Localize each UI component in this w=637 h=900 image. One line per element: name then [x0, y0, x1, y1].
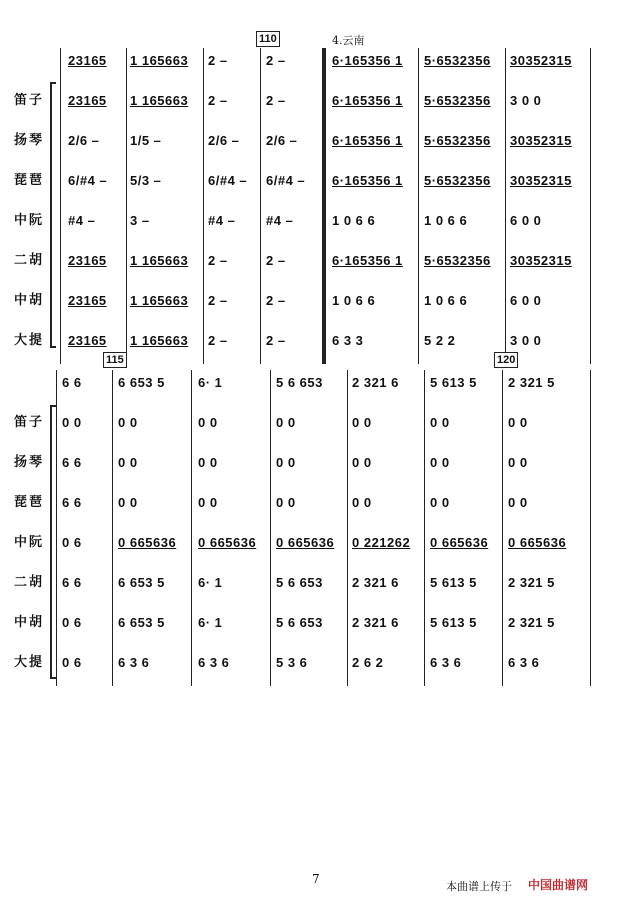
measure-cell: 0 0	[430, 415, 450, 430]
measure-cell: 2 –	[208, 93, 228, 108]
measure-cell: 6 6	[62, 375, 82, 390]
measure-cell: 30352315	[510, 173, 572, 188]
measure-cell: 2 321 6	[352, 375, 399, 390]
measure-cell: 2 –	[266, 293, 286, 308]
measure-cell: 2 –	[266, 333, 286, 348]
measure-cell: 6 653 5	[118, 375, 165, 390]
measure-cell: 0 0	[508, 455, 528, 470]
measure-cell: 0 0	[276, 495, 296, 510]
measure-cell: 1 165663	[130, 333, 189, 348]
measure-cell: 0 0	[118, 455, 138, 470]
part-row	[0, 412, 637, 434]
measure-cell: 5/3 –	[130, 173, 162, 188]
measure-cell: 2 –	[266, 53, 286, 68]
measure-cell: 6 653 5	[118, 575, 165, 590]
measure-cell: 6·165356 1	[332, 53, 403, 68]
measure-cell: 6·165356 1	[332, 253, 403, 268]
measure-cell: 1 165663	[130, 93, 189, 108]
measure-cell: 5 2 2	[424, 333, 456, 348]
measure-cell: 2/6 –	[68, 133, 100, 148]
measure-cell: 2 321 6	[352, 575, 399, 590]
measure-cell: 6 3 6	[198, 655, 230, 670]
measure-cell: 5·6532356	[424, 133, 491, 148]
measure-cell: 5 6 653	[276, 575, 323, 590]
measure-cell: 3 0 0	[510, 93, 542, 108]
measure-cell: 6· 1	[198, 615, 223, 630]
part-row	[0, 492, 637, 514]
measure-cell: 1 165663	[130, 293, 189, 308]
measure-cell: 0 0	[430, 495, 450, 510]
measure-cell: 6· 1	[198, 575, 223, 590]
measure-cell: 2 –	[208, 253, 228, 268]
measure-cell: 1 0 6 6	[332, 213, 376, 228]
measure-cell: 30352315	[510, 253, 572, 268]
instrument-label: 二胡	[14, 575, 45, 590]
measure-cell: 0 6	[62, 535, 82, 550]
barline	[347, 370, 348, 686]
measure-cell: 5·6532356	[424, 253, 491, 268]
measure-cell: 5 3 6	[276, 655, 308, 670]
measure-cell: 3 0 0	[510, 333, 542, 348]
measure-cell: 6·165356 1	[332, 93, 403, 108]
instrument-label: 笛子	[14, 415, 45, 430]
measure-cell: 5 613 5	[430, 575, 477, 590]
part-row	[0, 612, 637, 634]
measure-cell: 0 665636	[276, 535, 335, 550]
measure-cell: 5·6532356	[424, 173, 491, 188]
measure-cell: 23165	[68, 293, 107, 308]
measure-cell: 6·165356 1	[332, 133, 403, 148]
measure-cell: 6/#4 –	[68, 173, 108, 188]
measure-cell: 0 665636	[508, 535, 567, 550]
measure-cell: 6 6	[62, 495, 82, 510]
instrument-label: 扬琴	[14, 455, 45, 470]
measure-cell: 5·6532356	[424, 53, 491, 68]
instrument-label: 中胡	[14, 615, 45, 630]
barline	[502, 370, 503, 686]
top-melody-row	[0, 372, 637, 394]
measure-cell: 0 6	[62, 655, 82, 670]
measure-cell: 5 6 653	[276, 375, 323, 390]
measure-cell: 2 –	[208, 53, 228, 68]
measure-cell: 6/#4 –	[266, 173, 306, 188]
barline	[112, 370, 113, 686]
measure-cell: 23165	[68, 333, 107, 348]
measure-cell: 1 165663	[130, 53, 189, 68]
measure-cell: 1 0 6 6	[424, 213, 468, 228]
measure-cell: 0 0	[352, 455, 372, 470]
measure-cell: 2 –	[266, 253, 286, 268]
measure-cell: 0 0	[430, 455, 450, 470]
measure-cell: 23165	[68, 53, 107, 68]
instrument-label: 琵琶	[14, 173, 45, 188]
instrument-label: 中阮	[14, 535, 45, 550]
measure-cell: 6 3 6	[118, 655, 150, 670]
part-row	[0, 532, 637, 554]
measure-cell: 0 0	[118, 495, 138, 510]
measure-cell: 23165	[68, 253, 107, 268]
measure-cell: 0 665636	[118, 535, 177, 550]
part-row	[0, 452, 637, 474]
measure-cell: 2/6 –	[208, 133, 240, 148]
measure-cell: 6 653 5	[118, 615, 165, 630]
measure-cell: 1/5 –	[130, 133, 162, 148]
measure-cell: 6· 1	[198, 375, 223, 390]
barline	[590, 370, 591, 686]
barline	[56, 370, 57, 686]
measure-cell: #4 –	[266, 213, 294, 228]
instrument-label: 扬琴	[14, 133, 45, 148]
page-number: 7	[312, 872, 320, 886]
measure-cell: 6·165356 1	[332, 173, 403, 188]
measure-number-120: 120	[494, 352, 518, 368]
measure-cell: 5 6 653	[276, 615, 323, 630]
measure-cell: 0 0	[352, 495, 372, 510]
measure-cell: 6 3 3	[332, 333, 364, 348]
measure-number-115: 115	[103, 352, 127, 368]
measure-cell: 5 613 5	[430, 375, 477, 390]
barline	[270, 370, 271, 686]
measure-cell: 0 0	[198, 495, 218, 510]
measure-cell: 2/6 –	[266, 133, 298, 148]
part-row	[0, 652, 637, 674]
measure-cell: #4 –	[208, 213, 236, 228]
measure-cell: 2 –	[208, 333, 228, 348]
instrument-label: 中阮	[14, 213, 45, 228]
measure-cell: 2 6 2	[352, 655, 384, 670]
measure-cell: 6/#4 –	[208, 173, 248, 188]
instrument-label: 二胡	[14, 253, 45, 268]
measure-cell: 30352315	[510, 133, 572, 148]
measure-cell: 2 –	[266, 93, 286, 108]
measure-cell: 0 221262	[352, 535, 411, 550]
measure-cell: 1 0 6 6	[332, 293, 376, 308]
measure-cell: 1 0 6 6	[424, 293, 468, 308]
measure-cell: 23165	[68, 93, 107, 108]
measure-cell: 3 –	[130, 213, 150, 228]
part-row	[0, 572, 637, 594]
section-label: 4.云南	[332, 34, 365, 47]
barline	[191, 370, 192, 686]
measure-cell: 30352315	[510, 53, 572, 68]
measure-cell: 0 0	[508, 415, 528, 430]
measure-cell: 2 321 5	[508, 375, 555, 390]
measure-cell: 0 0	[118, 415, 138, 430]
measure-cell: 6 6	[62, 455, 82, 470]
measure-number-110: 110	[256, 31, 280, 47]
instrument-label: 中胡	[14, 293, 45, 308]
measure-cell: 0 665636	[430, 535, 489, 550]
measure-cell: 6 6	[62, 575, 82, 590]
instrument-label: 笛子	[14, 93, 45, 108]
footer-upload-text: 本曲谱上传于	[446, 881, 512, 893]
measure-cell: 0 0	[198, 415, 218, 430]
measure-cell: 2 321 5	[508, 575, 555, 590]
measure-cell: 6 0 0	[510, 293, 542, 308]
measure-cell: 0 0	[62, 415, 82, 430]
measure-cell: 5·6532356	[424, 93, 491, 108]
measure-cell: 0 0	[352, 415, 372, 430]
measure-cell: 0 6	[62, 615, 82, 630]
measure-cell: 2 –	[208, 293, 228, 308]
measure-cell: 0 0	[508, 495, 528, 510]
measure-cell: #4 –	[68, 213, 96, 228]
measure-cell: 1 165663	[130, 253, 189, 268]
measure-cell: 0 0	[276, 415, 296, 430]
instrument-label: 大提	[14, 655, 45, 670]
measure-cell: 5 613 5	[430, 615, 477, 630]
site-logo[interactable]: 中国曲谱网	[528, 878, 589, 892]
measure-cell: 0 665636	[198, 535, 257, 550]
measure-cell: 0 0	[198, 455, 218, 470]
instrument-label: 琵琶	[14, 495, 45, 510]
measure-cell: 0 0	[276, 455, 296, 470]
measure-cell: 2 321 5	[508, 615, 555, 630]
measure-cell: 6 0 0	[510, 213, 542, 228]
measure-cell: 6 3 6	[508, 655, 540, 670]
measure-cell: 6 3 6	[430, 655, 462, 670]
measure-cell: 2 321 6	[352, 615, 399, 630]
barline	[424, 370, 425, 686]
instrument-label: 大提	[14, 333, 45, 348]
